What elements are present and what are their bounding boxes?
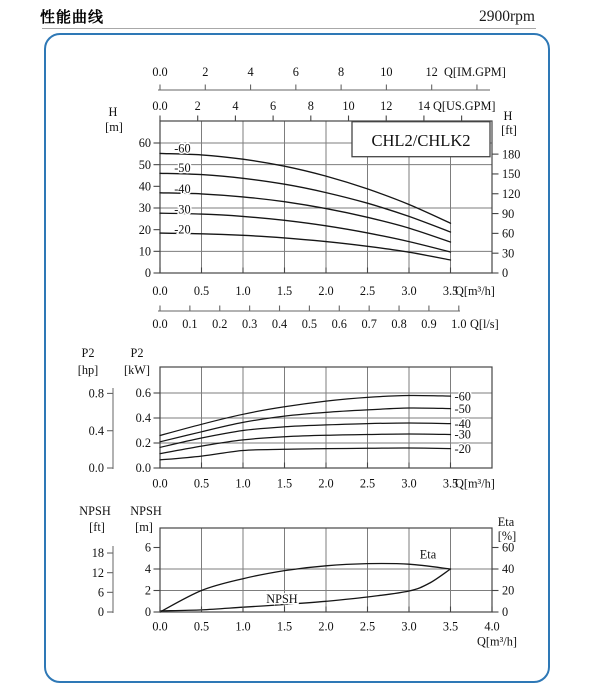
h-ft-tick-label: 90 (502, 206, 515, 221)
npsh-x-axis-unit: Q[m³/h] (477, 634, 517, 649)
h-ft-tick-label: 150 (502, 167, 521, 182)
npsh-ft-tick-label: 6 (97, 585, 104, 600)
im-gpm-tick-label: 0.0 (152, 65, 168, 79)
npsh-x-tick-label: 0.0 (152, 619, 168, 634)
h-m-tick-label: 40 (138, 179, 151, 194)
inplot-label-NPSH: NPSH (266, 591, 298, 606)
npsh-m-tick-label: 2 (144, 583, 151, 598)
ls-tick-label: 1.0 (451, 317, 467, 331)
power-x-axis-unit: Q[m³/h] (455, 476, 495, 491)
p2-kw-tick-label: 0.4 (135, 411, 151, 426)
h-ft-tick-label: 30 (502, 246, 515, 261)
us-gpm-tick-label: 4 (232, 99, 239, 113)
ls-tick-label: 0.4 (271, 317, 288, 331)
ls-tick-label: 0.0 (152, 317, 168, 331)
h-ft-tick-label: 60 (502, 226, 515, 241)
us-gpm-tick-label: 12 (380, 99, 393, 113)
p2-kw-axis-title: P2 (130, 346, 144, 360)
head-curve--30 (160, 213, 451, 252)
npsh-m-axis-title: NPSH (130, 504, 162, 518)
head-curve-label--40: -40 (174, 182, 191, 197)
eta-tick-label: 60 (502, 540, 515, 555)
power-curve--40 (160, 423, 451, 447)
power-x-tick-label: 2.5 (359, 476, 376, 491)
m3h-tick-label: 2.0 (318, 284, 334, 298)
npsh-ft-axis-unit: [ft] (89, 520, 105, 534)
power-x-tick-label: 1.0 (235, 476, 251, 491)
h-m-axis-title: H (108, 105, 118, 119)
p2-kw-axis-unit: [kW] (124, 363, 150, 377)
npsh-x-tick-label: 3.5 (442, 619, 459, 634)
power-curve-label--30: -30 (454, 427, 471, 442)
head-curve--20 (160, 233, 451, 260)
npsh-m-tick-label: 4 (144, 562, 151, 577)
npsh-x-tick-label: 1.0 (235, 619, 251, 634)
npsh-ft-axis-title: NPSH (79, 504, 111, 518)
head-curve-label--60: -60 (174, 141, 191, 156)
us-gpm-tick-label: 8 (307, 99, 314, 113)
m3h-tick-label: 1.0 (235, 284, 251, 298)
power-curve--60 (160, 395, 451, 435)
ls-tick-label: 0.2 (212, 317, 228, 331)
m3h-tick-label: 3.0 (401, 284, 417, 298)
h-m-tick-label: 0 (144, 266, 151, 281)
im-gpm-tick-label: 12 (425, 65, 438, 79)
h-m-axis-unit: [m] (105, 120, 123, 134)
power-x-tick-label: 3.5 (442, 476, 459, 491)
h-m-tick-label: 50 (138, 157, 151, 172)
h-m-tick-label: 10 (138, 244, 151, 259)
ls-axis-unit: Q[l/s] (470, 317, 499, 331)
power-x-tick-label: 1.5 (276, 476, 293, 491)
rpm-label: 2900rpm (479, 8, 535, 25)
head-curve-label--50: -50 (174, 161, 191, 176)
inplot-label-Eta: Eta (419, 547, 437, 562)
npsh-x-tick-label: 1.5 (276, 619, 293, 634)
p2-hp-axis-title: P2 (81, 346, 95, 360)
h-ft-axis-unit: [ft] (501, 123, 517, 137)
power-x-tick-label: 3.0 (401, 476, 417, 491)
im-gpm-tick-label: 8 (338, 65, 345, 79)
m3h-tick-label: 2.5 (359, 284, 376, 298)
us-gpm-tick-label: 6 (270, 99, 277, 113)
eta-curve (160, 563, 451, 612)
im-gpm-tick-label: 6 (292, 65, 299, 79)
p2-kw-tick-label: 0.2 (135, 436, 151, 451)
h-ft-tick-label: 180 (502, 147, 521, 162)
model-label: CHL2/CHLK2 (371, 131, 471, 150)
ls-tick-label: 0.8 (391, 317, 407, 331)
ls-tick-label: 0.3 (241, 317, 258, 331)
m3h-axis-unit: Q[m³/h] (455, 284, 495, 298)
head-curve-label--30: -30 (174, 202, 191, 217)
power-curve-label--50: -50 (454, 401, 471, 416)
ls-tick-label: 0.7 (361, 317, 377, 331)
power-curve-label--60: -60 (454, 389, 471, 404)
p2-hp-tick-label: 0.0 (88, 461, 104, 476)
power-curve-label--20: -20 (454, 441, 471, 456)
m3h-tick-label: 0.0 (152, 284, 168, 298)
im-gpm-tick-label: 10 (380, 65, 393, 79)
npsh-m-tick-label: 0 (144, 605, 151, 620)
us-gpm-axis-unit: Q[US.GPM] (433, 99, 496, 113)
us-gpm-tick-label: 2 (194, 99, 201, 113)
p2-kw-tick-label: 0.0 (135, 461, 151, 476)
us-gpm-tick-label: 10 (342, 99, 355, 113)
ls-tick-label: 0.9 (421, 317, 437, 331)
power-x-tick-label: 0.0 (152, 476, 168, 491)
npsh-x-tick-label: 2.0 (318, 619, 334, 634)
m3h-tick-label: 1.5 (276, 284, 293, 298)
ls-tick-label: 0.5 (301, 317, 318, 331)
im-gpm-axis-unit: Q[IM.GPM] (444, 65, 506, 79)
p2-hp-axis-unit: [hp] (77, 363, 99, 377)
power-curve--50 (160, 408, 451, 442)
npsh-x-tick-label: 3.0 (401, 619, 417, 634)
npsh-x-tick-label: 4.0 (484, 619, 500, 634)
head-curve--40 (160, 193, 451, 242)
p2-hp-tick-label: 0.4 (88, 423, 104, 438)
eta-tick-label: 20 (502, 583, 515, 598)
h-m-tick-label: 20 (138, 222, 151, 237)
m3h-tick-label: 0.5 (193, 284, 210, 298)
ls-tick-label: 0.6 (331, 317, 347, 331)
power-curve-label--40: -40 (454, 416, 471, 431)
m3h-tick-label: 3.5 (442, 284, 459, 298)
ls-tick-label: 0.1 (182, 317, 198, 331)
us-gpm-tick-label: 0.0 (152, 99, 168, 113)
npsh-ft-tick-label: 18 (91, 546, 104, 561)
us-gpm-tick-label: 14 (417, 99, 431, 113)
power-curve--20 (160, 448, 451, 460)
head-curve-label--20: -20 (174, 222, 191, 237)
h-ft-tick-label: 0 (502, 266, 509, 281)
power-curve--30 (160, 434, 451, 454)
eta-axis-unit: [%] (497, 529, 517, 543)
h-m-tick-label: 60 (138, 136, 151, 151)
p2-hp-tick-label: 0.8 (88, 386, 104, 401)
npsh-m-axis-unit: [m] (135, 520, 153, 534)
power-x-tick-label: 2.0 (318, 476, 334, 491)
eta-tick-label: 40 (502, 562, 515, 577)
npsh-m-tick-label: 6 (144, 540, 151, 555)
h-ft-tick-label: 120 (502, 186, 521, 201)
p2-kw-tick-label: 0.6 (135, 386, 151, 401)
eta-axis-title: Eta (497, 515, 515, 529)
power-x-tick-label: 0.5 (193, 476, 210, 491)
im-gpm-tick-label: 2 (202, 65, 209, 79)
npsh-x-tick-label: 2.5 (359, 619, 376, 634)
npsh-x-tick-label: 0.5 (193, 619, 210, 634)
npsh-ft-tick-label: 12 (91, 565, 104, 580)
page-title: 性能曲线 (40, 8, 105, 26)
im-gpm-tick-label: 4 (247, 65, 254, 79)
npsh-ft-tick-label: 0 (97, 605, 104, 620)
eta-tick-label: 0 (502, 605, 509, 620)
h-ft-axis-title: H (503, 109, 513, 123)
h-m-tick-label: 30 (138, 201, 151, 216)
